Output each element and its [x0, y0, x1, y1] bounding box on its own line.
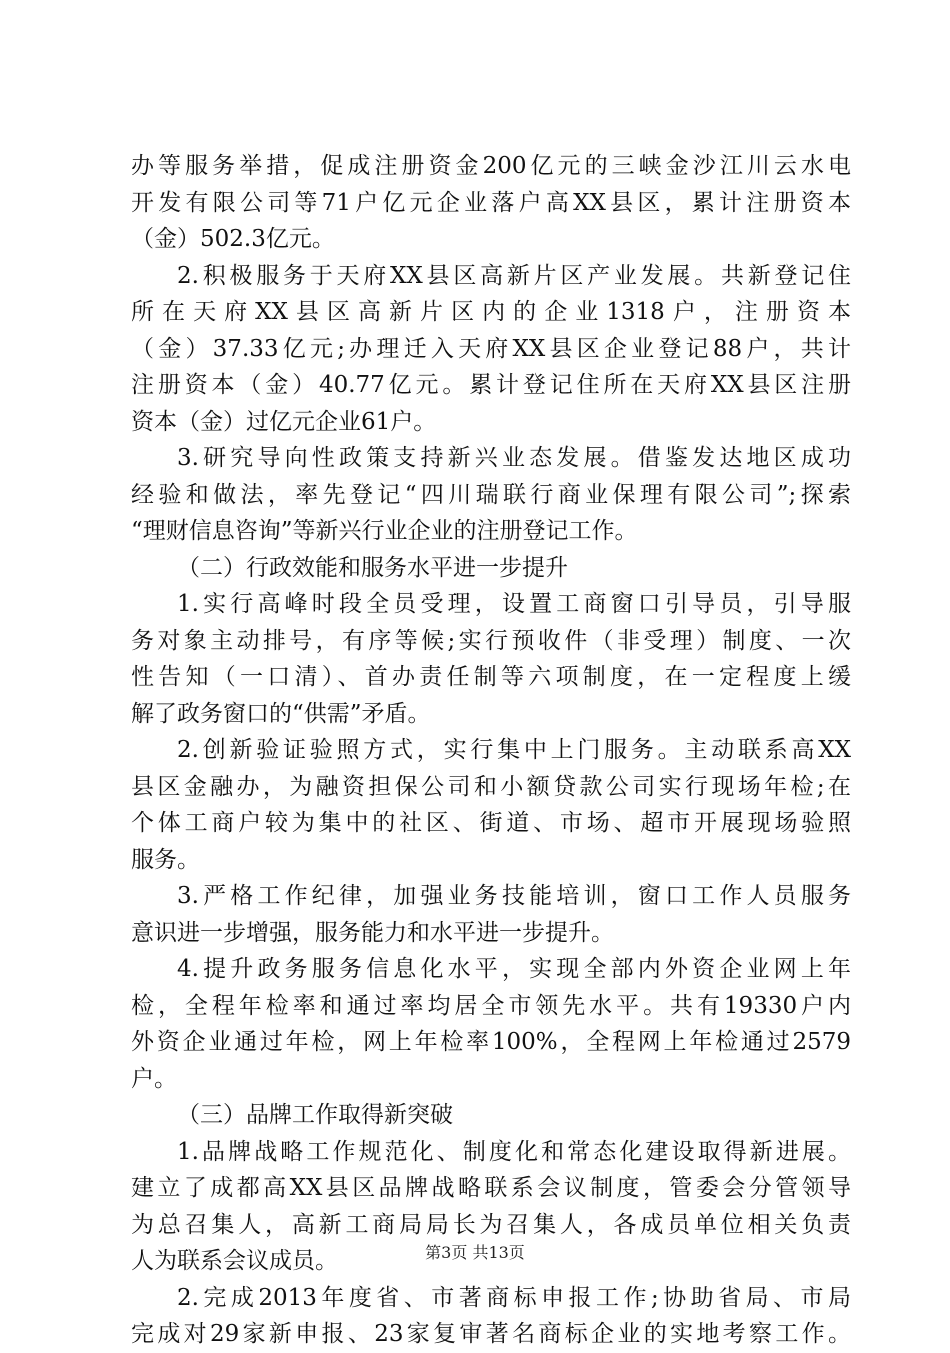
text-line: 所在天府XX县区高新片区内的企业1318户，注册资本: [131, 299, 851, 325]
text-line: （金）502.3亿元。: [131, 226, 335, 252]
text-line: 办等服务举措，促成注册资金200亿元的三峡金沙江川云水电: [131, 153, 851, 179]
text-line: “理财信息咨询”等新兴行业企业的注册登记工作。: [131, 518, 638, 544]
text-line: 1.品牌战略工作规范化、制度化和常态化建设取得新进展。: [177, 1138, 851, 1165]
text-line: 经验和做法，率先登记“四川瑞联行商业保理有限公司”;探索: [131, 481, 851, 508]
text-line: 意识进一步增强，服务能力和水平进一步提升。: [131, 919, 614, 946]
text-line: 2.积极服务于天府XX县区高新片区产业发展。共新登记住: [177, 262, 851, 289]
text-line: 2.完成2013年度省、市著商标申报工作;协助省局、市局: [177, 1284, 851, 1311]
text-line: 完成对29家新申报、23家复审著名商标企业的实地考察工作。: [131, 1321, 851, 1347]
text-line: 检，全程年检率和通过率均居全市领先水平。共有19330户内: [131, 992, 851, 1019]
text-line: 3.研究导向性政策支持新兴业态发展。借鉴发达地区成功: [177, 445, 851, 471]
text-line: 3.严格工作纪律，加强业务技能培训，窗口工作人员服务: [177, 883, 851, 909]
text-line: 资本（金）过亿元企业61户。: [131, 408, 437, 435]
text-line: 户。: [131, 1065, 177, 1092]
text-line: 开发有限公司等71户亿元企业落户高XX县区，累计注册资本: [131, 189, 851, 216]
text-line: 注册资本（金）40.77亿元。累计登记住所在天府XX县区注册: [131, 372, 851, 398]
text-line: 2.创新验证验照方式，实行集中上门服务。主动联系高XX: [177, 737, 851, 763]
document-body: [131, 148, 851, 1353]
text-line: 解了政务窗口的“供需”矛盾。: [131, 700, 431, 727]
text-line: 外资企业通过年检，网上年检率100%，全程网上年检通过2579: [131, 1029, 851, 1055]
text-line: 服务。: [131, 846, 200, 873]
text-line: 性告知（一口清）、首办责任制等六项制度，在一定程度上缓: [131, 664, 851, 690]
text-line: 1.实行高峰时段全员受理，设置工商窗口引导员，引导服: [177, 591, 851, 617]
text-line: 人为联系会议成员。: [131, 1248, 338, 1274]
text-line: 建立了成都高XX县区品牌战略联系会议制度，管委会分管领导: [131, 1175, 851, 1201]
text-line: 务对象主动排号，有序等候;实行预收件（非受理）制度、一次: [131, 627, 851, 654]
section-heading: （三）品牌工作取得新突破: [177, 1102, 453, 1128]
text-line: 个体工商户较为集中的社区、街道、市场、超市开展现场验照: [131, 810, 851, 836]
section-heading: （二）行政效能和服务水平进一步提升: [177, 554, 568, 581]
text-line: 县区金融办，为融资担保公司和小额贷款公司实行现场年检;在: [131, 773, 851, 800]
text-line: 4.提升政务服务信息化水平，实现全部内外资企业网上年: [177, 956, 851, 982]
text-line: 为总召集人，高新工商局局长为召集人，各成员单位相关负责: [131, 1211, 851, 1238]
text-line: （金）37.33亿元;办理迁入天府XX县区企业登记88户，共计: [131, 335, 851, 362]
page-number-footer: 第3页 共13页: [425, 1243, 525, 1262]
